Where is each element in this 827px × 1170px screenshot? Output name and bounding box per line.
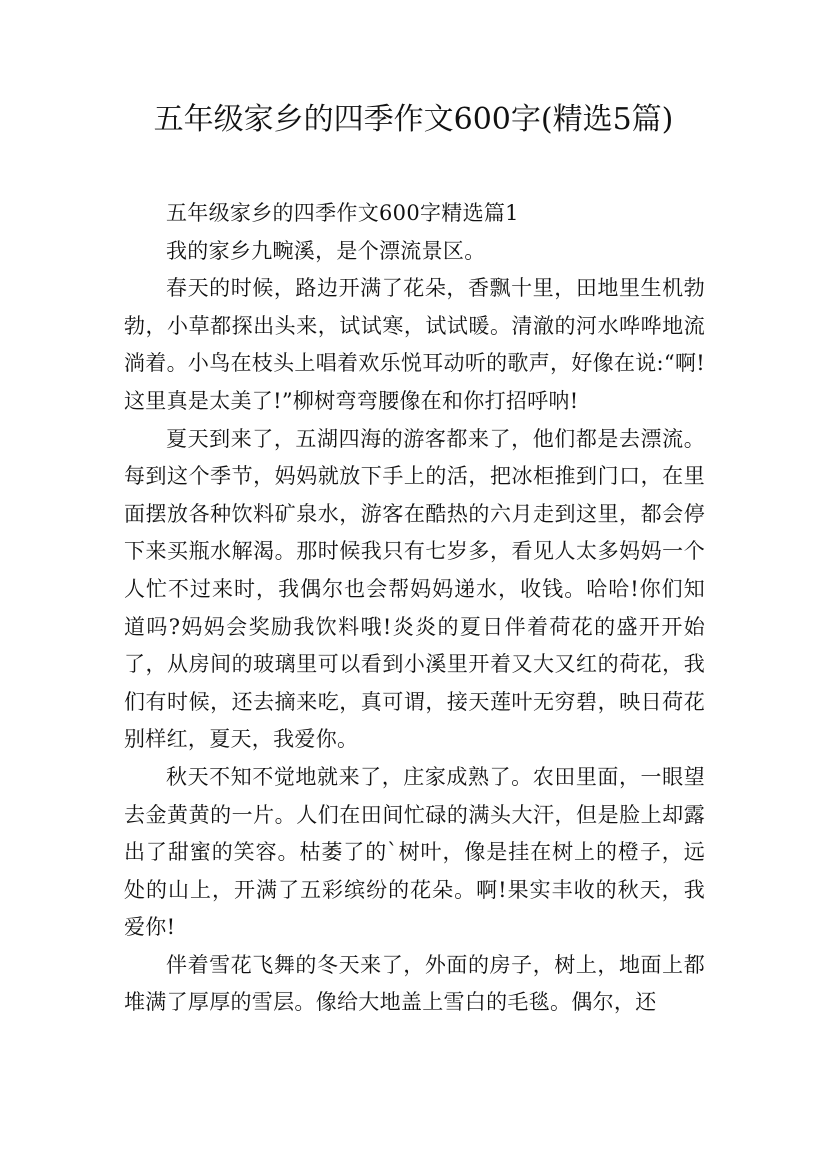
paragraph-summer: 夏天到来了，五湖四海的游客都来了，他们都是去漂流。每到这个季节，妈妈就放下手上的活，把冰柜推到门口，在里面摆放各种饮料矿泉水，游客在酷热的六月走到这里，都会停下来买瓶水解渴。那时候我只有七岁多，看见人太多妈妈一个人忙不过来时，我偶尔也会帮妈妈递水，收钱。哈哈!你们知道吗?妈妈会奖励我饮料哦!炎炎的夏日伴着荷花的盛开开始了，从房间的玻璃里可以看到小溪里开着又大又红的荷花，我们有时候，还去摘来吃，真可谓，接天莲叶无穷碧，映日荷花别样红，夏天，我爱你。 xyxy=(124,426,705,752)
section-heading: 五年级家乡的四季作文600字精选篇1 xyxy=(166,201,519,225)
document-title: 五年级家乡的四季作文600字(精选5篇) xyxy=(153,102,674,137)
document-body xyxy=(124,195,705,1022)
paragraph-winter: 伴着雪花飞舞的冬天来了，外面的房子，树上，地面上都堆满了厚厚的雪层。像给大地盖上雪白的毛毯。偶尔，还 xyxy=(124,952,705,1015)
paragraph-autumn: 秋天不知不觉地就来了，庄家成熟了。农田里面，一眼望去金黄黄的一片。人们在田间忙碌的满头大汗，但是脸上却露出了甜蜜的笑容。枯萎了的`树叶，像是挂在树上的橙子，远处的山上，开满了五彩缤纷的花朵。啊!果实丰收的秋天，我爱你! xyxy=(124,764,705,940)
paragraph-spring: 春天的时候，路边开满了花朵，香飘十里，田地里生机勃勃，小草都探出头来，试试寒，试试暖。清澈的河水哗哗地流淌着。小鸟在枝头上唱着欢乐悦耳动听的歌声，好像在说:“啊!这里真是太美了!”柳树弯弯腰像在和你打招呼呐! xyxy=(124,276,705,413)
paragraph-intro: 我的家乡九畹溪，是个漂流景区。 xyxy=(166,238,486,263)
